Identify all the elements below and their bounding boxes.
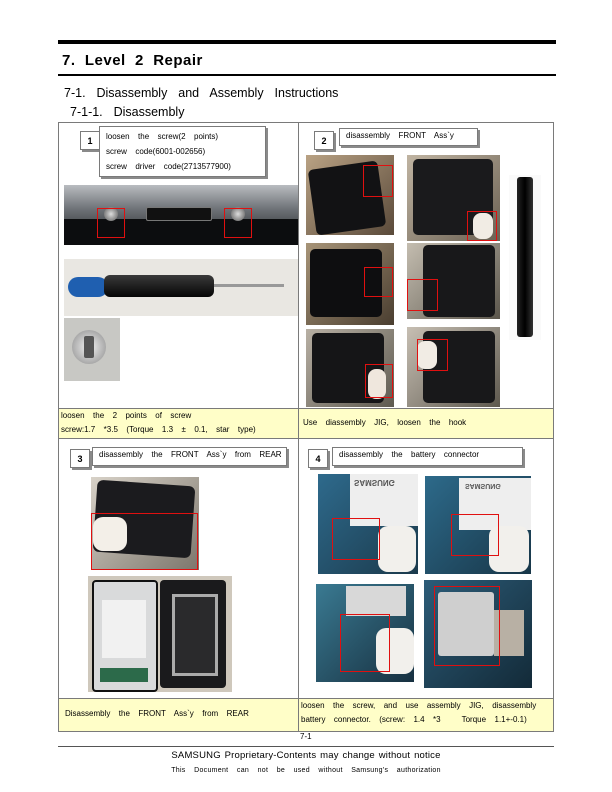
chapter-title: 7. Level 2 Repair — [62, 52, 203, 69]
hook-highlight-box — [364, 267, 393, 297]
screwdriver-grip-icon — [104, 275, 214, 297]
connector-highlight-box — [340, 614, 390, 672]
step1-instructions — [99, 126, 266, 177]
step2-caption-line: Use diassembly JIG, loosen the hook — [303, 418, 467, 427]
hook-highlight-box — [407, 279, 438, 311]
front-assy-photo — [407, 327, 500, 407]
top-rule — [58, 40, 556, 44]
step1-number: 1 — [80, 131, 100, 150]
battery-connector-photo — [425, 476, 531, 574]
front-assy-photo — [306, 329, 394, 407]
device-bottom-edge-photo — [64, 185, 298, 245]
step4-caption — [301, 699, 553, 727]
screw-removal-photo — [316, 584, 414, 682]
step1-caption-line: loosen the 2 points of screw — [61, 411, 192, 420]
step2-instruction-line: disassembly FRONT Ass`y — [346, 131, 454, 140]
pcb-icon — [100, 668, 148, 682]
screw-closeup-photo — [64, 318, 120, 381]
step3-instruction-line: disassembly the FRONT Ass`y from REAR — [99, 450, 282, 459]
footer-notice: SAMSUNG Proprietary-Contents may change without notice — [171, 750, 441, 761]
dock-connector-icon — [146, 207, 212, 221]
step1-caption — [61, 409, 297, 437]
footer-authorization: This Document can not be used without Samsung's authorization — [171, 767, 441, 774]
step2-instructions — [339, 128, 478, 146]
hook-highlight-box — [363, 165, 393, 197]
step1-caption-line: screw:1.7 *3.5 (Torque 1.3 ± 0.1, star type) — [61, 425, 256, 434]
step2-caption — [303, 416, 551, 430]
step4-instruction-line: disassembly the battery connector — [339, 450, 480, 459]
front-assy-photo — [407, 243, 500, 319]
step1-instruction-line: screw driver code(2713577900) — [106, 162, 231, 171]
step4-number: 4 — [308, 449, 328, 468]
frame-opening-icon — [172, 594, 218, 676]
row-divider — [58, 438, 554, 439]
jig-tool-icon — [517, 177, 533, 337]
disassembly-jig-photo — [509, 175, 541, 340]
step3-caption-line: Disassembly the FRONT Ass`y from REAR — [65, 709, 249, 718]
jig-removal-photo — [424, 580, 532, 688]
title-underline — [58, 74, 556, 76]
connector-highlight-box — [332, 518, 380, 560]
screwdriver-photo — [64, 259, 298, 316]
hook-highlight-box — [417, 339, 448, 371]
step4-caption-line: loosen the screw, and use assembly JIG, disassembly — [301, 701, 537, 710]
battery-connector-photo — [318, 474, 418, 574]
battery-brand-label: SAMSUNG — [354, 478, 395, 487]
section-title: 7-1. Disassembly and Assembly Instructions — [64, 86, 339, 100]
separation-highlight-box — [91, 513, 198, 570]
battery-label-icon — [102, 600, 146, 658]
rear-cover-icon — [92, 580, 158, 692]
front-assy-photo — [306, 243, 394, 325]
screw-slot-icon — [84, 336, 94, 358]
step2-number: 2 — [314, 131, 334, 150]
battery-brand-label: SAMSUNG — [465, 482, 501, 489]
glove-hand-icon — [378, 526, 416, 572]
screwdriver-shaft-icon — [214, 284, 284, 287]
step4-caption-line: battery connector. (screw: 1.4 *3 Torque 1.1+-0.1) — [301, 715, 527, 724]
step4-instructions — [332, 447, 523, 466]
screw-highlight-box — [224, 208, 252, 238]
hook-highlight-box — [467, 211, 497, 241]
step1-instruction-line: screw code(6001-002656) — [106, 147, 206, 156]
step1-instruction-line: loosen the screw(2 points) — [106, 132, 219, 141]
step3-instructions — [92, 447, 287, 466]
step3-caption — [65, 707, 295, 721]
front-rear-separation-photo — [91, 477, 199, 570]
footer-rule — [58, 746, 554, 747]
battery-icon — [346, 586, 406, 616]
screwdriver-handle-icon — [68, 277, 108, 297]
connector-highlight-box — [451, 514, 499, 556]
hook-highlight-box — [365, 364, 393, 398]
front-and-rear-parts-photo — [88, 576, 232, 692]
connector-highlight-box — [434, 586, 500, 666]
screw-highlight-box — [97, 208, 125, 238]
subsection-title: 7-1-1. Disassembly — [70, 105, 185, 119]
page-number: 7-1 — [300, 732, 312, 741]
front-assy-photo — [306, 155, 394, 235]
step3-number: 3 — [70, 449, 90, 468]
front-frame-icon — [160, 580, 226, 688]
front-assy-photo — [407, 155, 500, 241]
